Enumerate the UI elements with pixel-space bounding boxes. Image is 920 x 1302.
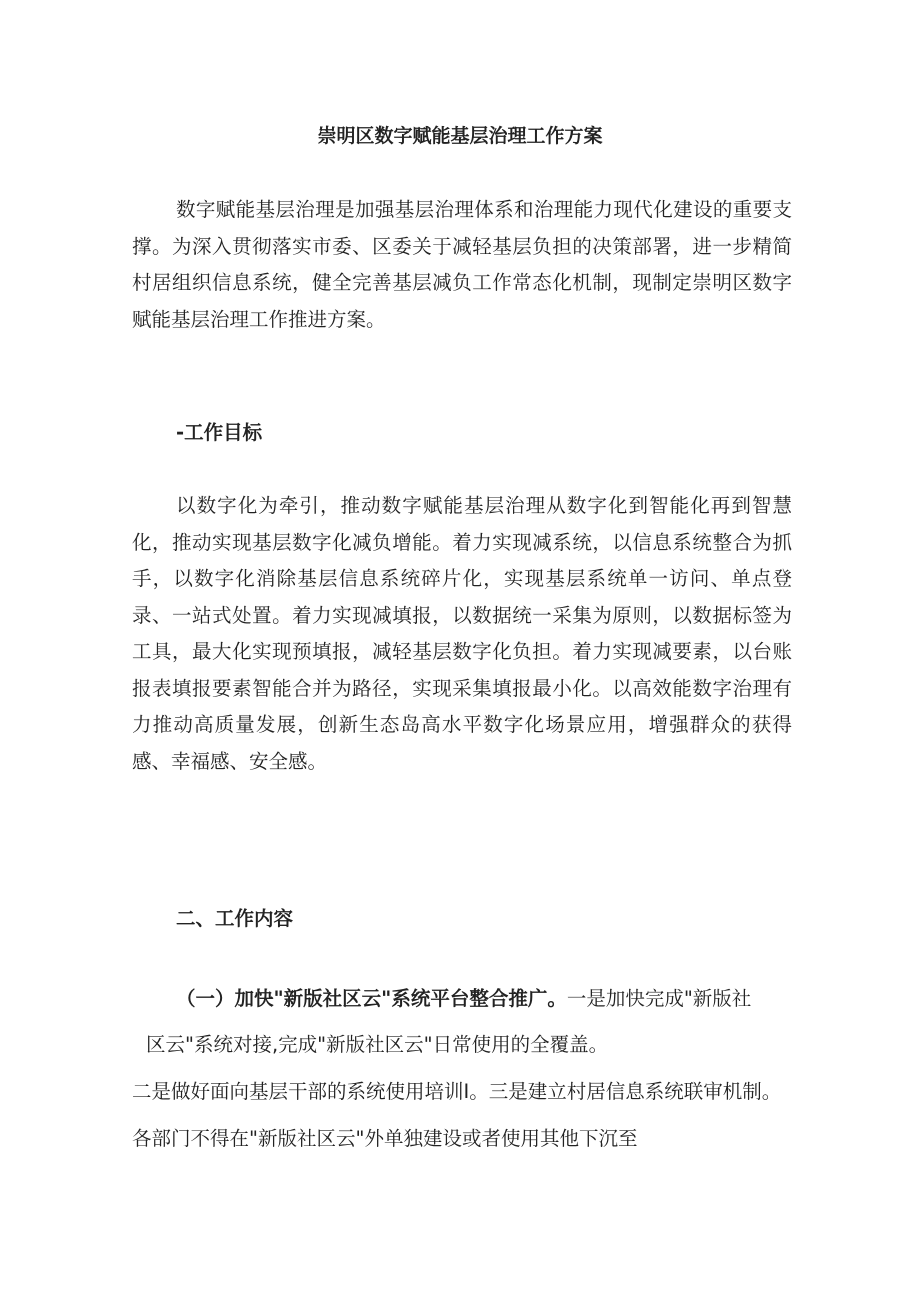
document-title: 崇明区数字赋能基层治理工作方案 [317, 125, 603, 147]
section-heading-content: 二、工作内容 [176, 907, 294, 930]
item-1-line-2: 区云"系统对接,完成"新版社区云"日常使用的全覆盖。 [146, 1033, 609, 1056]
item-1-text: 一是加快完成"新版社 [566, 987, 752, 1010]
section-heading-goals: -工作目标 [176, 421, 263, 444]
item-1-line-3: 二是做好面向基层干部的系统使用培训I。三是建立村居信息系统联审机制。 [132, 1080, 782, 1103]
goals-paragraph: 以数字化为牵引，推动数字赋能基层治理从数字化到智能化再到智慧化，推动实现基层数字化减负增能。着力实现减系统，以信息系统整合为抓手，以数字化消除基层信息系统碎片化，实现基层系统单一访问、单点登录、一站式处置。着力实现减填报，以数据统一采集为原则，以数据标签为工具，最大化实现预填报，减轻基层数字化负担。着力实现减要素，以台账报表填报要素智能合并为路径，实现采集填报最小化。以高效能数字治理有力推动高质量发展，创新生态岛高水平数字化场景应用，增强群众的获得感、幸福感、安全感。 [132, 494, 792, 773]
item-1-line-1 [176, 984, 751, 1014]
intro-paragraph: 数字赋能基层治理是加强基层治理体系和治理能力现代化建设的重要支撑。为深入贯彻落实市委、区委关于减轻基层负担的决策部署，进一步精简村居组织信息系统，健全完善基层减负工作常态化机制，现制定崇明区数字赋能基层治理工作推进方案。 [132, 198, 792, 331]
item-1-line-4: 各部门不得在"新版社区云"外单独建设或者使用其他下沉至 [132, 1127, 638, 1150]
item-1-heading: （一）加快"新版社区云"系统平台整合推广。 [176, 987, 567, 1010]
